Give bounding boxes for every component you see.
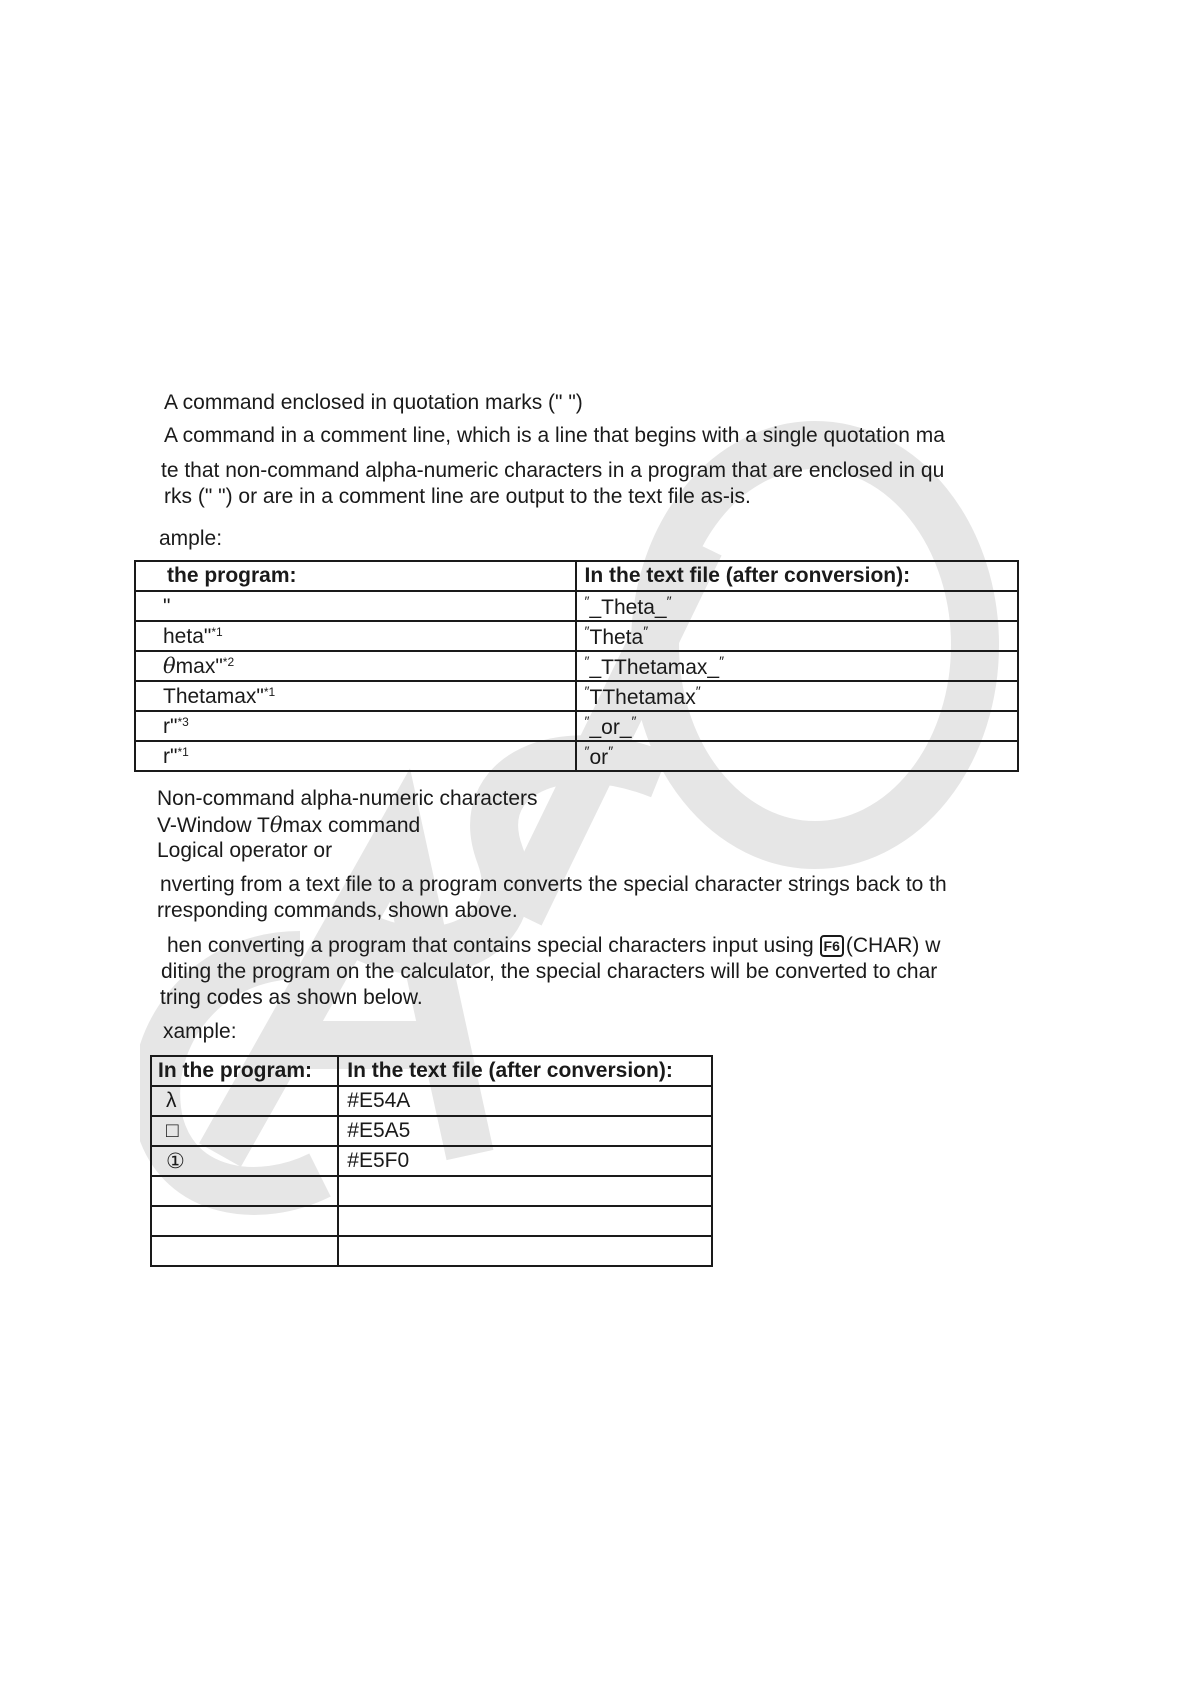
quoted-command-item: A command enclosed in quotation marks (" ")	[164, 391, 583, 414]
table-row	[151, 1206, 712, 1236]
table-row	[135, 591, 1018, 621]
program-cell: "	[135, 591, 576, 621]
text-file-cell: ″_TThetamax_″	[576, 651, 1018, 681]
table-row	[151, 1236, 712, 1266]
text-file-cell: ″TThetamax″	[576, 681, 1018, 711]
note-line-2: rks (" ") or are in a comment line are output to the text file as-is.	[164, 485, 751, 508]
text-file-cell: ″Theta″	[576, 621, 1018, 651]
table-row	[135, 741, 1018, 771]
header-in-text-file: In the text file (after conversion):	[576, 561, 1018, 591]
program-cell: r"$^{*3}$	[135, 711, 576, 741]
program-cell: Thetamax"$^{*1}$	[135, 681, 576, 711]
note-line-1: te that non-command alpha-numeric characters in a program that are enclosed in qu	[161, 459, 945, 482]
header-in-text-file: In the text file (after conversion):	[338, 1056, 712, 1086]
comment-line-item: A command in a comment line, which is a line that begins with a single quotation ma	[164, 424, 945, 447]
text-file-cell: #E5A5	[338, 1116, 712, 1146]
footnote-1: Non-command alpha-numeric characters	[157, 787, 538, 810]
text-file-cell: ″_or_″	[576, 711, 1018, 741]
table-header-row	[151, 1056, 712, 1086]
footnote-3: Logical operator or	[157, 839, 333, 862]
header-in-program: the program:	[135, 561, 576, 591]
table-row	[135, 651, 1018, 681]
text-file-cell: #E54A	[338, 1086, 712, 1116]
footnote-2: V-Window Tθmax command	[157, 813, 421, 837]
header-in-program: In the program:	[151, 1056, 338, 1086]
text-file-cell	[338, 1176, 712, 1206]
text-file-cell: ″or″	[576, 741, 1018, 771]
program-cell: ①	[151, 1146, 338, 1176]
text-file-cell	[338, 1206, 712, 1236]
special-chars-line-3: tring codes as shown below.	[160, 986, 423, 1009]
program-cell: r"$^{*1}$	[135, 741, 576, 771]
table-header-row	[135, 561, 1018, 591]
table-row	[151, 1116, 712, 1146]
example-label-1: ample:	[159, 527, 223, 550]
f6-key-icon: F6	[820, 935, 844, 957]
table-row	[151, 1086, 712, 1116]
program-cell: λ	[151, 1086, 338, 1116]
text-file-cell: ″_Theta_″	[576, 591, 1018, 621]
conversion-table-1	[134, 560, 1019, 772]
special-chars-line-1: hen converting a program that contains special characters input using F6 (CHAR) w	[167, 934, 941, 957]
text-file-cell	[338, 1236, 712, 1266]
program-cell	[151, 1176, 338, 1206]
program-cell: θmax"$^{*2}$	[135, 651, 576, 681]
converting-note-line-1: nverting from a text file to a program converts the special character strings back to th	[160, 873, 947, 896]
program-cell: heta"$^{*1}$	[135, 621, 576, 651]
conversion-table-2	[150, 1055, 713, 1267]
special-chars-line-2: diting the program on the calculator, the special characters will be converted to char	[161, 960, 938, 983]
table-row	[135, 621, 1018, 651]
program-cell	[151, 1206, 338, 1236]
table-row	[135, 711, 1018, 741]
program-cell: □	[151, 1116, 338, 1146]
table-row	[135, 681, 1018, 711]
program-cell	[151, 1236, 338, 1266]
converting-note-line-2: rresponding commands, shown above.	[157, 899, 518, 922]
table-row	[151, 1146, 712, 1176]
example-label-2: xample:	[163, 1020, 237, 1043]
text-file-cell: #E5F0	[338, 1146, 712, 1176]
table-row	[151, 1176, 712, 1206]
